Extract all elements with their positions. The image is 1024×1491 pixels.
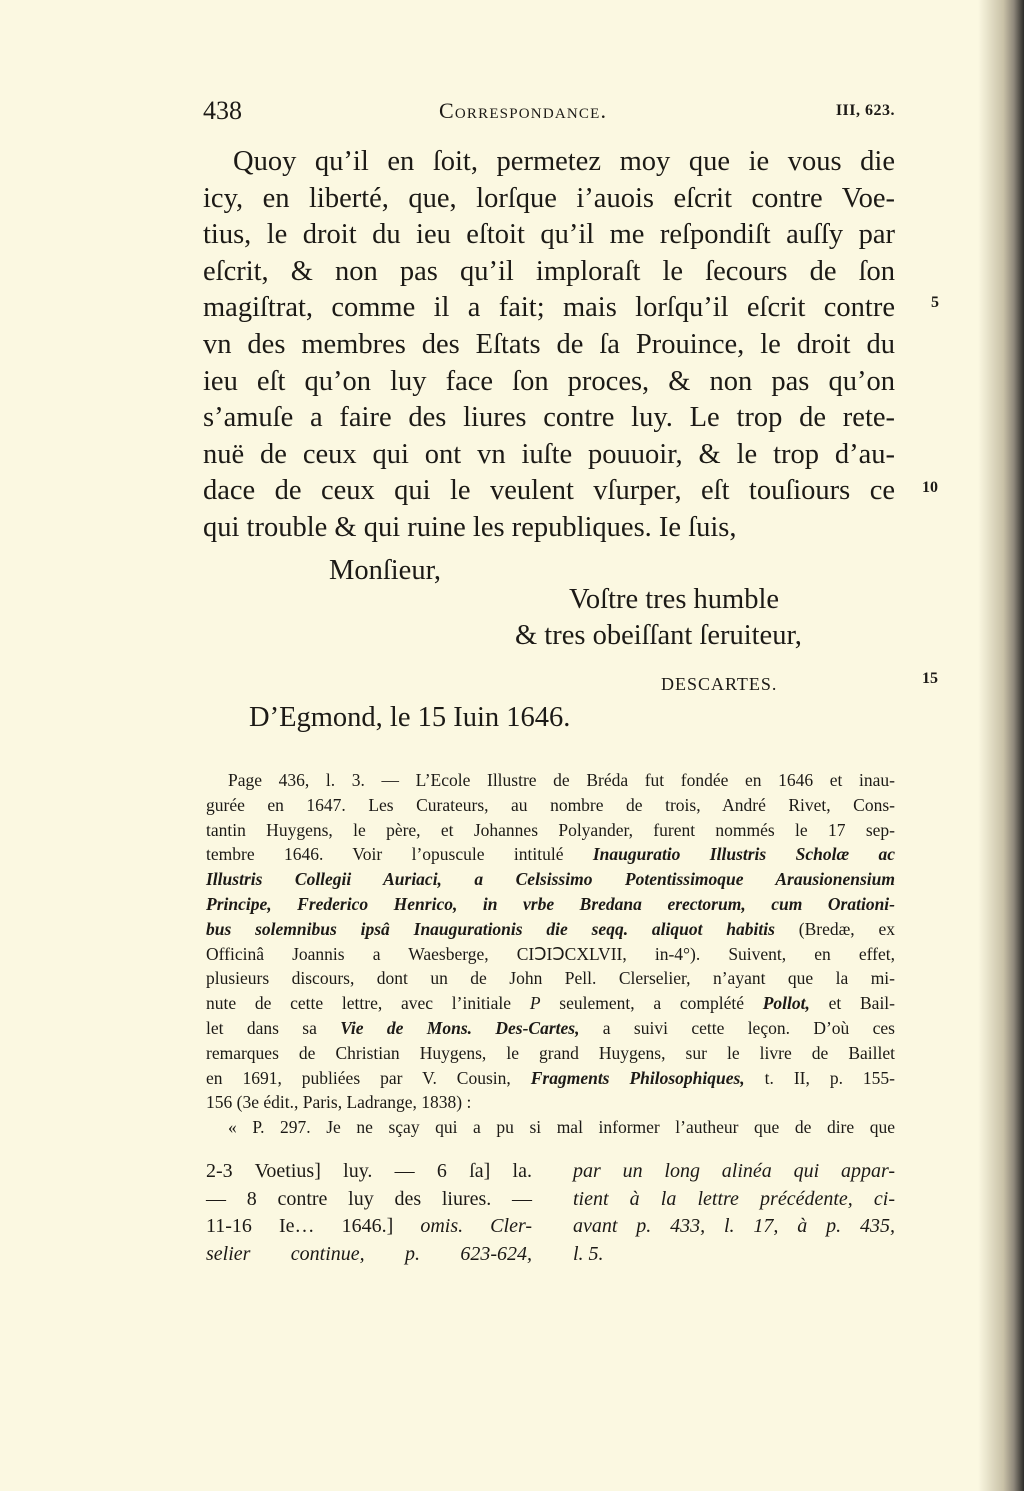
book-title: Vie de Mons. Des-Cartes, <box>340 1017 580 1038</box>
letter-line: magiſtrat, comme il a fait; mais lorſqu’il eſcrit contre <box>203 292 895 324</box>
note-line <box>206 892 895 917</box>
closing-line: & tres obeiſſant ſeruiteur, <box>515 620 802 651</box>
note-emphasis: P <box>529 993 541 1014</box>
book-title: bus solemnibus ipsâ Inaugurationis die seqq. aliquot habitis <box>206 918 775 939</box>
note-line <box>206 842 895 867</box>
salutation: Monſieur, <box>329 555 442 586</box>
note-text: tembre 1646. Voir l’opuscule intitulé <box>206 844 593 865</box>
apparatus-emphasis: selier continue, p. 623-624, <box>206 1242 532 1265</box>
letter-line: nuë de ceux qui ont vn iuſte pouuoir, & le trop d’au- <box>203 438 895 470</box>
variant-apparatus-right <box>573 1158 895 1268</box>
apparatus-line: tient à la lettre précédente, ci- <box>573 1187 895 1210</box>
letter-line: s’amuſe a faire des liures contre luy. Le trop de rete- <box>203 402 895 434</box>
note-line <box>206 1066 895 1091</box>
note-text: en 1691, publiées par V. Cousin, <box>206 1067 531 1088</box>
letter-line: tius, le droit du ieu eſtoit qu’il me reſpondiſt auſſy par <box>203 219 895 251</box>
note-line: Page 436, l. 3. — L’Ecole Illustre de Bréda fut fondée en 1646 et inau- <box>228 770 895 790</box>
dateline: D’Egmond, le 15 Iuin 1646. <box>249 702 571 733</box>
note-line <box>206 1016 895 1041</box>
apparatus-line: 2-3 Voetius] luy. — 6 ſa] la. <box>206 1160 532 1182</box>
book-title: Fragments Philosophiques, <box>530 1067 745 1088</box>
note-line: « P. 297. Je ne sçay qui a pu si mal informer l’autheur que de dire que <box>228 1117 895 1138</box>
book-title: Inauguratio Illustris Scholæ ac <box>592 844 895 865</box>
running-title: Correspondance. <box>439 98 608 123</box>
line-number: 15 <box>922 670 938 687</box>
note-line: plusieurs discours, dont un de John Pell. Clerselier, n’ayant que la mi- <box>206 968 895 989</box>
note-text: let dans sa <box>206 1017 341 1038</box>
apparatus-text: 11-16 Ie… 1646.] <box>206 1215 421 1237</box>
note-text: seulement, a complété <box>540 993 763 1014</box>
note-line: tantin Huygens, le père, et Johannes Polyander, furent nommés le 17 sep- <box>206 819 895 840</box>
apparatus-emphasis: omis. Cler- <box>420 1215 532 1237</box>
page-number: 438 <box>203 96 242 125</box>
letter-body <box>203 144 895 547</box>
note-line: remarques de Christian Huygens, le grand Huygens, sur le livre de Baillet <box>206 1042 895 1063</box>
note-line: 156 (3e édit., Paris, Ladrange, 1838) : <box>206 1092 472 1113</box>
note-line <box>206 917 895 942</box>
note-line <box>206 991 895 1016</box>
apparatus-line <box>206 1213 532 1241</box>
letter-line: dace de ceux qui le veulent vſurper, eſt touſiours ce <box>203 475 895 507</box>
note-line: Officinâ Joannis a Waesberge, CIↃIↃCXLVII, in-4°). Suivent, en effet, <box>206 943 895 964</box>
apparatus-line: — 8 contre luy des liures. — <box>206 1187 532 1210</box>
line-number: 10 <box>922 479 938 496</box>
note-text: t. II, p. 155- <box>744 1067 895 1088</box>
volume-reference: III, 623. <box>835 102 895 119</box>
letter-line: ieu eſt qu’on luy face ſon proces, & non pas qu’on <box>203 365 895 397</box>
note-line: gurée en 1647. Les Curateurs, au nombre de trois, André Rivet, Cons- <box>206 794 895 815</box>
editorial-note <box>206 768 895 1140</box>
letter-line: icy, en liberté, que, lorſque i’auois eſcrit contre Voe- <box>203 182 895 214</box>
note-text: nute de cette lettre, avec l’initiale <box>206 993 530 1014</box>
book-title: Illustris Collegii Auriaci, a Celsissimo Potentissimoque Arausionensium <box>206 869 895 890</box>
note-emphasis: Pollot, <box>762 993 810 1014</box>
letter-line: eſcrit, & non pas qu’il imploraſt le ſecours de ſon <box>203 255 895 287</box>
running-head <box>203 96 895 126</box>
variant-apparatus-left <box>206 1158 532 1268</box>
closing-line: Voſtre tres humble <box>569 584 780 615</box>
line-number: 5 <box>931 294 939 311</box>
note-text: (Bredæ, ex <box>774 918 895 939</box>
page-edge-shadow <box>978 0 1024 1491</box>
book-title: Principe, Frederico Henrico, in vrbe Bredana erectorum, cum Orationi- <box>206 893 895 914</box>
apparatus-line: l. 5. <box>573 1242 604 1265</box>
note-text: et Bail- <box>809 993 896 1014</box>
apparatus-line <box>206 1241 532 1269</box>
letter-line: Quoy qu’il en ſoit, permetez moy que ie vous die <box>233 146 895 177</box>
note-line <box>206 867 895 892</box>
signature: DESCARTES. <box>661 674 778 694</box>
letter-line: qui trouble & qui ruine les republiques. Ie ſuis, <box>203 511 737 543</box>
letter-line: vn des membres des Eſtats de ſa Prouince, le droit du <box>203 328 895 360</box>
apparatus-line: par un long alinéa qui appar- <box>573 1160 895 1182</box>
note-text: a suivi cette leçon. D’où ces <box>579 1017 895 1038</box>
apparatus-line: avant p. 433, l. 17, à p. 435, <box>573 1215 895 1237</box>
